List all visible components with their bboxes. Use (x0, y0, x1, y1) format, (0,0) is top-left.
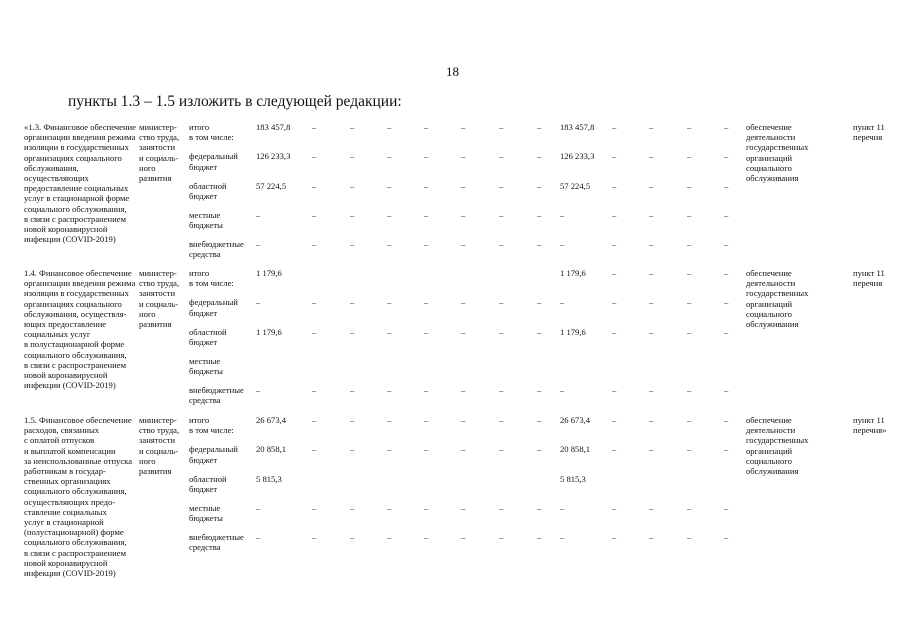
funding-source-label: областной (189, 473, 227, 484)
year-2020-amount: 20 858,1 (560, 444, 591, 455)
result-line: обеспечение (746, 122, 792, 132)
empty-year-dash: – (387, 415, 392, 425)
empty-year-dash: – (424, 532, 429, 543)
empty-year-dash: – (350, 502, 355, 513)
measure-name-line: ставление социальных (24, 506, 107, 517)
measure-name-line: организациях социального (24, 298, 122, 309)
empty-year-dash: – (387, 502, 392, 513)
measure-name-line: изоляции в государственных (24, 288, 129, 299)
empty-year-dash: – (687, 239, 692, 250)
empty-year-dash: – (724, 268, 729, 278)
funding-source-label: итого (189, 268, 210, 278)
measure-name-line: за неиспользованные отпуска (24, 455, 133, 466)
result-line: деятельности (746, 132, 796, 143)
empty-year-dash: – (424, 297, 429, 308)
empty-year-dash: – (724, 415, 729, 425)
year-2020-amount: 126 233,3 (560, 151, 595, 162)
result-line: деятельности (746, 425, 796, 436)
funding-source-label: областной (189, 326, 227, 337)
executor-line: ного (139, 308, 156, 319)
empty-year-dash: – (724, 326, 729, 337)
empty-year-dash: – (537, 415, 542, 425)
empty-year-dash: – (537, 151, 542, 162)
empty-year-dash: – (687, 415, 692, 425)
measure-name-line: социального обслуживания, (24, 537, 127, 548)
funding-source-label: федеральный (189, 151, 238, 162)
total-amount: 126 233,3 (256, 151, 291, 162)
empty-year-dash: – (612, 502, 617, 513)
empty-year-dash: – (350, 385, 355, 396)
empty-year-dash: – (312, 297, 317, 308)
measure-name-line: ющих предоставление (24, 319, 107, 329)
empty-year-dash: – (312, 209, 317, 220)
empty-year-dash: – (724, 239, 729, 250)
empty-year-dash: – (424, 122, 429, 132)
empty-year-dash: – (687, 122, 692, 132)
empty-year-dash: – (312, 239, 317, 250)
empty-year-dash: – (612, 268, 617, 278)
empty-year-dash: – (687, 326, 692, 337)
empty-year-dash: – (687, 180, 692, 191)
empty-year-dash: – (724, 209, 729, 220)
empty-year-dash: – (649, 151, 654, 162)
empty-year-dash: – (499, 122, 504, 132)
result-line: организаций (746, 298, 793, 309)
total-amount: – (256, 209, 261, 220)
empty-year-dash: – (499, 180, 504, 191)
measure-name-line: инфекции (COVID-2019) (24, 380, 116, 391)
empty-year-dash: – (350, 326, 355, 337)
year-2020-amount: – (560, 297, 565, 308)
empty-year-dash: – (461, 385, 466, 396)
measure-name-line: в связи с распространением (24, 547, 127, 558)
executor-line: ного (139, 455, 156, 466)
empty-year-dash: – (724, 122, 729, 132)
empty-year-dash: – (612, 532, 617, 543)
empty-year-dash: – (461, 444, 466, 455)
executor-line: развития (139, 319, 172, 329)
measure-name-line: 1.5. Финансовое обеспечение (24, 415, 132, 425)
empty-year-dash: – (649, 209, 654, 220)
empty-year-dash: – (649, 444, 654, 455)
measure-name-line: социального обслуживания, (24, 349, 127, 360)
year-2020-amount: – (560, 502, 565, 513)
empty-year-dash: – (687, 444, 692, 455)
empty-year-dash: – (350, 444, 355, 455)
executor-line: и социаль- (139, 298, 179, 309)
measure-name-line: социальных услуг (24, 329, 91, 340)
result-line: государственных (746, 288, 809, 299)
executor-line: министер- (139, 268, 177, 278)
measure-name-line: в полустационарной форме (24, 339, 125, 350)
funding-source-label: бюджеты (189, 220, 223, 231)
funding-source-label: бюджет (189, 483, 218, 494)
empty-year-dash: – (537, 297, 542, 308)
empty-year-dash: – (687, 532, 692, 543)
page-number: 18 (446, 64, 459, 79)
measure-name-line: новой коронавирусной (24, 557, 108, 568)
empty-year-dash: – (724, 151, 729, 162)
executor-line: ного (139, 162, 156, 173)
measure-name-line: организации введения режима (24, 132, 136, 143)
empty-year-dash: – (649, 532, 654, 543)
empty-year-dash: – (312, 122, 317, 132)
funding-source-label: внебюджетные (189, 385, 244, 396)
measure-name-line: осуществляющих (24, 173, 89, 183)
empty-year-dash: – (649, 268, 654, 278)
empty-year-dash: – (687, 268, 692, 278)
empty-year-dash: – (612, 444, 617, 455)
empty-year-dash: – (461, 151, 466, 162)
empty-year-dash: – (424, 180, 429, 191)
empty-year-dash: – (724, 385, 729, 396)
executor-line: развития (139, 173, 172, 183)
empty-year-dash: – (687, 385, 692, 396)
empty-year-dash: – (424, 385, 429, 396)
empty-year-dash: – (461, 239, 466, 250)
measure-name-line: новой коронавирусной (24, 224, 108, 234)
empty-year-dash: – (537, 385, 542, 396)
empty-year-dash: – (612, 122, 617, 132)
measure-name-line: услуг в стационарной форме (24, 193, 130, 204)
empty-year-dash: – (687, 151, 692, 162)
total-amount: – (256, 297, 261, 308)
empty-year-dash: – (649, 239, 654, 250)
funding-source-label: в том числе: (189, 425, 234, 436)
total-amount: – (256, 239, 261, 250)
empty-year-dash: – (387, 151, 392, 162)
empty-year-dash: – (649, 415, 654, 425)
funding-source-label: внебюджетные (189, 239, 244, 250)
empty-year-dash: – (312, 532, 317, 543)
result-line: обслуживания (746, 466, 799, 476)
result-line: организаций (746, 152, 793, 163)
empty-year-dash: – (612, 239, 617, 250)
empty-year-dash: – (312, 385, 317, 396)
measure-name-line: с оплатой отпусков (24, 435, 95, 446)
executor-line: занятости (139, 288, 176, 299)
empty-year-dash: – (687, 297, 692, 308)
funding-source-label: местные (189, 209, 221, 220)
empty-year-dash: – (687, 502, 692, 513)
empty-year-dash: – (612, 209, 617, 220)
measure-name-line: социального обслуживания, (24, 486, 127, 497)
measure-name-line: «1.3. Финансовое обеспечение (24, 122, 136, 132)
empty-year-dash: – (612, 297, 617, 308)
total-amount: – (256, 385, 261, 396)
result-line: социального (746, 308, 792, 319)
empty-year-dash: – (724, 180, 729, 191)
empty-year-dash: – (350, 209, 355, 220)
empty-year-dash: – (350, 239, 355, 250)
empty-year-dash: – (424, 326, 429, 337)
funding-source-label: федеральный (189, 444, 238, 455)
empty-year-dash: – (312, 415, 317, 425)
funding-source-label: бюджет (189, 307, 218, 318)
empty-year-dash: – (612, 180, 617, 191)
empty-year-dash: – (387, 444, 392, 455)
empty-year-dash: – (424, 209, 429, 220)
empty-year-dash: – (499, 151, 504, 162)
year-2020-amount: 57 224,5 (560, 180, 591, 191)
measure-name-line: и выплатой компенсации (24, 445, 116, 456)
list-item-ref: пункт 11 (853, 268, 885, 278)
funding-source-label: бюджеты (189, 513, 223, 524)
result-line: обслуживания (746, 173, 799, 183)
measure-name-line: организациях социального (24, 152, 122, 163)
empty-year-dash: – (649, 385, 654, 396)
result-line: обеспечение (746, 415, 792, 425)
empty-year-dash: – (312, 151, 317, 162)
empty-year-dash: – (350, 532, 355, 543)
empty-year-dash: – (461, 209, 466, 220)
measure-name-line: новой коронавирусной (24, 370, 108, 380)
empty-year-dash: – (312, 502, 317, 513)
result-line: государственных (746, 435, 809, 446)
empty-year-dash: – (350, 151, 355, 162)
measure-name-line: изоляции в государственных (24, 142, 129, 153)
empty-year-dash: – (461, 326, 466, 337)
empty-year-dash: – (387, 122, 392, 132)
measure-name-line: предоставление социальных (24, 183, 129, 194)
empty-year-dash: – (649, 122, 654, 132)
empty-year-dash: – (387, 385, 392, 396)
empty-year-dash: – (387, 180, 392, 191)
funding-source-label: в том числе: (189, 132, 234, 143)
empty-year-dash: – (424, 444, 429, 455)
executor-line: развития (139, 466, 172, 476)
measure-name-line: в связи с распространением (24, 359, 127, 370)
empty-year-dash: – (387, 239, 392, 250)
executor-line: ство труда, (139, 425, 180, 436)
empty-year-dash: – (537, 326, 542, 337)
empty-year-dash: – (537, 122, 542, 132)
empty-year-dash: – (724, 297, 729, 308)
measure-name-line: социального обслуживания, (24, 203, 127, 214)
measure-name-line: в связи с распространением (24, 213, 127, 224)
result-line: социального (746, 455, 792, 466)
empty-year-dash: – (312, 326, 317, 337)
empty-year-dash: – (461, 297, 466, 308)
empty-year-dash: – (424, 239, 429, 250)
empty-year-dash: – (724, 444, 729, 455)
funding-source-label: местные (189, 355, 221, 366)
measure-name-line: осуществляющих предо- (24, 496, 116, 507)
year-2020-amount: 26 673,4 (560, 415, 591, 425)
empty-year-dash: – (312, 180, 317, 191)
total-amount: 20 858,1 (256, 444, 287, 455)
result-line: организаций (746, 445, 793, 456)
measure-name-line: организации введения режима (24, 278, 136, 289)
result-line: деятельности (746, 278, 796, 289)
year-2020-amount: 1 179,6 (560, 268, 586, 278)
empty-year-dash: – (649, 502, 654, 513)
executor-line: министер- (139, 415, 177, 425)
empty-year-dash: – (537, 239, 542, 250)
empty-year-dash: – (537, 209, 542, 220)
measure-name-line: обслуживания, осуществля- (24, 308, 127, 319)
empty-year-dash: – (461, 502, 466, 513)
empty-year-dash: – (350, 297, 355, 308)
empty-year-dash: – (649, 180, 654, 191)
total-amount: – (256, 532, 261, 543)
empty-year-dash: – (387, 326, 392, 337)
empty-year-dash: – (724, 532, 729, 543)
empty-year-dash: – (499, 385, 504, 396)
result-line: обслуживания (746, 319, 799, 329)
funding-source-label: бюджеты (189, 366, 223, 377)
total-amount: 1 179,6 (256, 326, 282, 337)
empty-year-dash: – (461, 122, 466, 132)
empty-year-dash: – (424, 502, 429, 513)
total-amount: 1 179,6 (256, 268, 282, 278)
empty-year-dash: – (687, 209, 692, 220)
total-amount: 5 815,3 (256, 473, 282, 484)
list-item-ref: пункт 11 (853, 122, 885, 132)
executor-line: ство труда, (139, 132, 180, 143)
empty-year-dash: – (499, 444, 504, 455)
list-item-ref: перечня (853, 132, 883, 143)
measure-name-line: услуг в стационарной (24, 517, 104, 527)
total-amount: 183 457,8 (256, 122, 291, 132)
empty-year-dash: – (499, 532, 504, 543)
total-amount: 57 224,5 (256, 180, 287, 191)
empty-year-dash: – (499, 502, 504, 513)
funding-source-label: бюджет (189, 161, 218, 172)
empty-year-dash: – (387, 532, 392, 543)
measure-name-line: инфекции (COVID-2019) (24, 568, 116, 578)
empty-year-dash: – (499, 209, 504, 220)
list-item-ref: перечня (853, 278, 883, 289)
empty-year-dash: – (350, 180, 355, 191)
funding-source-label: бюджет (189, 454, 218, 465)
total-amount: 26 673,4 (256, 415, 287, 425)
executor-line: ство труда, (139, 278, 180, 289)
measure-name-line: инфекции (COVID-2019) (24, 234, 116, 245)
empty-year-dash: – (649, 297, 654, 308)
empty-year-dash: – (612, 385, 617, 396)
funding-source-label: внебюджетные (189, 532, 244, 543)
funding-source-label: итого (189, 122, 210, 132)
funding-source-label: средства (189, 542, 221, 553)
measure-name-line: (полустационарной) форме (24, 527, 124, 538)
measure-name-line: работникам в государ- (24, 466, 106, 476)
measure-name-line: расходов, связанных (24, 425, 100, 436)
amendment-heading: пункты 1.3 – 1.5 изложить в следующей редакции: (68, 93, 402, 110)
empty-year-dash: – (537, 532, 542, 543)
funding-source-label: бюджет (189, 336, 218, 347)
measure-name-line: обслуживания, (24, 162, 79, 173)
empty-year-dash: – (424, 151, 429, 162)
empty-year-dash: – (724, 502, 729, 513)
result-line: государственных (746, 142, 809, 153)
funding-source-label: местные (189, 502, 221, 513)
executor-line: министер- (139, 122, 177, 132)
empty-year-dash: – (499, 415, 504, 425)
year-2020-amount: – (560, 209, 565, 220)
empty-year-dash: – (612, 415, 617, 425)
measure-name-line: 1.4. Финансовое обеспечение (24, 268, 132, 278)
empty-year-dash: – (461, 532, 466, 543)
empty-year-dash: – (537, 180, 542, 191)
funding-source-label: итого (189, 415, 210, 425)
funding-source-label: федеральный (189, 297, 238, 308)
executor-line: и социаль- (139, 152, 179, 163)
year-2020-amount: – (560, 239, 565, 250)
executor-line: и социаль- (139, 445, 179, 456)
empty-year-dash: – (649, 326, 654, 337)
total-amount: – (256, 502, 261, 513)
measure-name-line: ственных организациях (24, 476, 111, 487)
funding-source-label: бюджет (189, 190, 218, 201)
empty-year-dash: – (350, 122, 355, 132)
result-line: обеспечение (746, 268, 792, 278)
empty-year-dash: – (387, 297, 392, 308)
list-item-ref: пункт 11 (853, 415, 885, 425)
funding-source-label: средства (189, 395, 221, 406)
funding-source-label: областной (189, 180, 227, 191)
empty-year-dash: – (612, 326, 617, 337)
empty-year-dash: – (312, 444, 317, 455)
year-2020-amount: – (560, 385, 565, 396)
year-2020-amount: – (560, 532, 565, 543)
year-2020-amount: 5 815,3 (560, 473, 586, 484)
empty-year-dash: – (612, 151, 617, 162)
executor-line: занятости (139, 142, 176, 153)
empty-year-dash: – (537, 444, 542, 455)
list-item-ref: перечня» (853, 425, 887, 436)
year-2020-amount: 183 457,8 (560, 122, 595, 132)
empty-year-dash: – (499, 239, 504, 250)
empty-year-dash: – (537, 502, 542, 513)
funding-source-label: средства (189, 249, 221, 260)
empty-year-dash: – (461, 180, 466, 191)
funding-source-label: в том числе: (189, 278, 234, 289)
empty-year-dash: – (424, 415, 429, 425)
executor-line: занятости (139, 435, 176, 446)
empty-year-dash: – (387, 209, 392, 220)
empty-year-dash: – (350, 415, 355, 425)
year-2020-amount: 1 179,6 (560, 326, 586, 337)
empty-year-dash: – (499, 326, 504, 337)
empty-year-dash: – (499, 297, 504, 308)
result-line: социального (746, 162, 792, 173)
empty-year-dash: – (461, 415, 466, 425)
